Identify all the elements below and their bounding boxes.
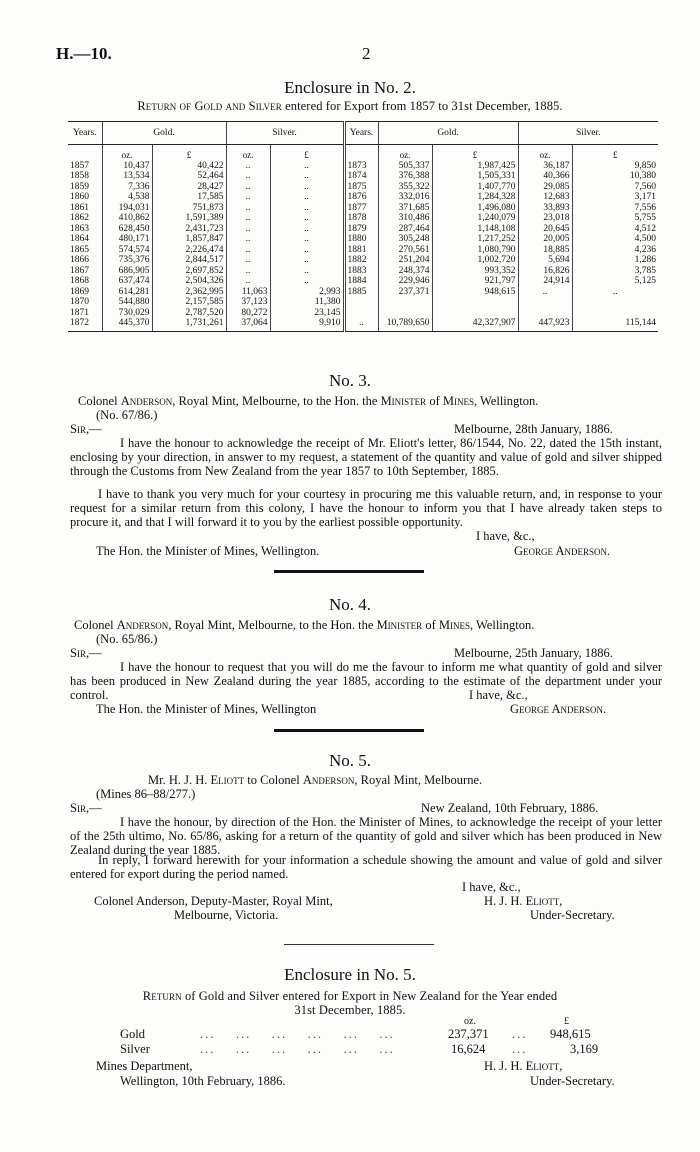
col-years-2: Years. [344,122,378,145]
unit-cell: £ [432,145,518,161]
table-header-row [68,122,658,145]
no-5-paragraph-1: I have the honour, by direction of the Hon. the Minister of Mines, to acknowledge the receipt of your letter of the 25th ultimo, No. 65/86, asking for a return of the quantity of gold and silver which has been produced in New Zealand during the year 1885. [70,815,662,857]
section-divider [274,729,424,732]
table-cell: .. [226,224,270,235]
table-cell: 5,694 [518,255,572,266]
enclosure-2-title: Enclosure in No. 2. [284,78,416,97]
section-divider [274,570,424,573]
dot-leader: ... ... ... ... ... ... [200,1042,395,1056]
enclosure-2-subtitle [0,99,700,114]
no-4-closing: I have, &c., [469,688,528,702]
table-cell: 1876 [344,192,378,203]
table-cell: .. [226,171,270,182]
no-3-paragraph-2: I have to thank you very much for your courtesy in procuring me this valuable return, and, in response to your request for a similar return from this colony, I have the honour to inform you that I have already taken steps to procure it, and that I will forward it to you by the earliest possible opportunity. [70,487,662,529]
table-cell [344,297,378,308]
table-cell: 1878 [344,213,378,224]
enc-5-signature-title: Under-Secretary. [530,1074,615,1088]
table-cell: 1,148,108 [432,224,518,235]
table-cell: 1872 [68,318,102,331]
table-cell: 3,171 [572,192,658,203]
table-cell: 1870 [70,297,89,307]
table-cell: 1868 [70,276,89,286]
table-cell: 305,248 [378,234,432,245]
table-cell: 4,236 [572,245,658,256]
table-cell: 332,016 [378,192,432,203]
no-4-salutation: Sir,— [70,646,102,660]
table-cell: 447,923 [518,318,572,331]
table-cell: 1862 [70,213,89,223]
no-4-from-line: Colonel Anderson, Royal Mint, Melbourne, to the Hon. the Minister of Mines, Wellington. [74,618,535,632]
table-cell [518,308,572,319]
unit-cell: £ [152,145,226,161]
table-cell: 7,336 [102,182,152,193]
table-cell: 1861 [70,202,89,213]
table-cell: 1864 [70,234,89,244]
no-3-paragraph-1: I have the honour to acknowledge the receipt of Mr. Eliott's letter, 86/1544, No. 22, dated the 15th instant, enclosing by your direction, in answer to my request, a statement of the quantity and value of gold and silver shipped through the Customs from New Zealand from the year 1857 to 10th September, 1885. [70,436,662,478]
table-cell: .. [226,245,270,256]
table-row [68,224,658,235]
table-cell: 37,123 [226,297,270,308]
table-cell: 1865 [70,244,89,255]
table-row [68,234,658,245]
table-cell: 751,873 [152,203,226,214]
table-cell [432,297,518,308]
table-cell [344,308,378,319]
table-cell: 1,217,252 [432,234,518,245]
table-cell: 1863 [70,223,89,234]
enc-5-place-date: Wellington, 10th February, 1886. [120,1074,286,1088]
no-4-reference: (No. 65/86.) [96,632,158,646]
table-cell: 1,987,425 [432,161,518,172]
no-3-salutation: Sir,— [70,422,102,436]
table-cell: 5,755 [572,213,658,224]
no-5-addressee-line-1: Colonel Anderson, Deputy-Master, Royal Mint, [94,894,333,908]
page-header-code: H.—10. [56,44,112,63]
enc-5-row-label: Silver [120,1042,150,1056]
table-cell: .. [270,255,344,266]
table-cell: 735,376 [102,255,152,266]
table-row [68,308,658,319]
table-cell: 11,380 [270,297,344,308]
enc-5-row-oz: 16,624 [451,1042,486,1056]
table-cell: 23,145 [270,308,344,319]
table-cell: 1860 [70,192,89,202]
table-cell: .. [270,266,344,277]
no-3-from-line: Colonel Anderson, Royal Mint, Melbourne, to the Hon. the Minister of Mines, Wellington. [78,394,539,408]
enclosure-5-subtitle-line-2: 31st December, 1885. [294,1003,406,1017]
table-cell: 194,031 [102,203,152,214]
table-cell: 1884 [344,276,378,287]
table-row [68,182,658,193]
table-cell: 40,366 [518,171,572,182]
table-cell: 686,905 [102,266,152,277]
no-5-salutation: Sir,— [70,801,102,815]
table-cell: 4,538 [102,192,152,203]
table-cell: 410,862 [102,213,152,224]
table-cell: 480,171 [102,234,152,245]
table-cell: 376,388 [378,171,432,182]
no-3-place-date: Melbourne, 28th January, 1886. [454,422,613,436]
table-cell: 1,731,261 [152,318,226,331]
table-cell: 3,785 [572,266,658,277]
table-row [68,255,658,266]
enc-5-row-oz: 237,371 [448,1027,489,1041]
table-cell: 2,362,995 [152,287,226,298]
table-cell: 310,486 [378,213,432,224]
table-cell: 7,556 [572,203,658,214]
table-cell: 1885 [344,287,378,298]
table-cell: 7,560 [572,182,658,193]
table-cell: 637,474 [102,276,152,287]
unit-cell: £ [572,145,658,161]
table-cell: .. [270,224,344,235]
table-cell: .. [226,161,270,172]
table-cell: .. [270,213,344,224]
table-cell: 1,857,847 [152,234,226,245]
table-cell: 18,885 [518,245,572,256]
table-cell [378,308,432,319]
page-number: 2 [362,44,371,63]
table-cell: 11,063 [226,287,270,298]
no-3-reference: (No. 67/86.) [96,408,158,422]
table-cell: 42,327,907 [432,318,518,331]
table-cell: 23,018 [518,213,572,224]
table-cell: 10,437 [102,161,152,172]
table-cell: 9,910 [270,318,344,331]
table-cell: 1880 [344,234,378,245]
table-cell: 445,370 [102,318,152,331]
unit-cell: oz. [378,145,432,161]
table-cell: .. [270,203,344,214]
table-cell: 1881 [344,245,378,256]
no-5-signature-title: Under-Secretary. [530,908,615,922]
table-cell: 1877 [344,203,378,214]
unit-cell: oz. [102,145,152,161]
table-cell: 29,085 [518,182,572,193]
table-cell [572,308,658,319]
table-row [68,276,658,287]
enc-5-row-value: 3,169 [570,1042,599,1056]
table-cell: .. [270,276,344,287]
table-cell: 4,500 [572,234,658,245]
table-cell: 2,993 [270,287,344,298]
no-5-title: No. 5. [328,751,372,770]
no-5-reference: (Mines 86–88/277.) [96,787,196,801]
table-cell: 37,064 [226,318,270,331]
table-cell: .. [270,192,344,203]
table-cell: 1,505,331 [432,171,518,182]
dot-leader: ... ... ... ... ... ... [200,1027,395,1041]
table-cell: .. [226,255,270,266]
col-years: Years. [68,122,102,145]
table-cell: 1874 [344,171,378,182]
table-cell [518,297,572,308]
table-row [68,318,658,331]
table-cell: .. [226,266,270,277]
table-cell: .. [226,213,270,224]
table-cell: .. [270,171,344,182]
no-4-signature: George Anderson. [510,702,607,716]
table-cell: 20,005 [518,234,572,245]
table-cell: 10,380 [572,171,658,182]
table-cell: 1871 [70,307,89,318]
table-cell: 1869 [70,286,89,297]
enclosure-5-subtitle: Return of Gold and Silver entered for Export in New Zealand for the Year ended [142,989,558,1003]
table-cell: 1867 [70,265,89,276]
table-cell [378,297,432,308]
enc-5-unit-oz: oz. [464,1016,476,1027]
no-4-place-date: Melbourne, 25th January, 1886. [454,646,613,660]
no-3-title: No. 3. [328,371,372,390]
table-cell: .. [270,234,344,245]
table-row [68,213,658,224]
units-row [68,145,658,161]
table-cell: .. [226,276,270,287]
table-cell: 40,422 [152,161,226,172]
table-cell: 1858 [70,171,89,181]
table-cell: 4,512 [572,224,658,235]
table-cell: 1866 [70,255,89,265]
table-cell: 371,685 [378,203,432,214]
table-cell: 544,880 [102,297,152,308]
table-cell: 16,826 [518,266,572,277]
enc-5-department: Mines Department, [96,1059,193,1073]
table-cell: 355,322 [378,182,432,193]
table-cell: 1875 [344,182,378,193]
table-cell: 2,844,517 [152,255,226,266]
table-cell: 52,464 [152,171,226,182]
table-cell: 2,787,520 [152,308,226,319]
table-cell: 1857 [70,160,89,171]
no-4-title: No. 4. [328,595,372,614]
table-cell: 1,591,389 [152,213,226,224]
table-cell: 614,281 [102,287,152,298]
table-cell: .. [226,203,270,214]
subtitle-smallcaps: Return of Gold and Silver [137,99,282,113]
table-cell: 17,585 [152,192,226,203]
table-cell: .. [270,161,344,172]
table-cell: .. [226,182,270,193]
table-cell: 2,157,585 [152,297,226,308]
table-cell: .. [518,287,572,298]
no-5-addressee-line-2: Melbourne, Victoria. [174,908,279,922]
table-cell: 237,371 [378,287,432,298]
table-cell: 2,226,474 [152,245,226,256]
section-divider [284,944,434,945]
table-cell: .. [344,318,378,331]
table-cell: 1873 [344,161,378,172]
gold-silver-return-table [68,121,658,332]
col-silver-2: Silver. [518,122,658,145]
unit-cell: oz. [226,145,270,161]
table-cell [572,297,658,308]
enclosure-5-title: Enclosure in No. 5. [284,965,416,984]
table-cell: 574,574 [102,245,152,256]
table-cell: 20,645 [518,224,572,235]
table-cell: 2,431,723 [152,224,226,235]
table-cell: 628,450 [102,224,152,235]
table-cell: 36,187 [518,161,572,172]
col-gold-2: Gold. [378,122,518,145]
no-5-from-line: Mr. H. J. H. Eliott to Colonel Anderson, Royal Mint, Melbourne. [148,773,483,787]
table-cell: 9,850 [572,161,658,172]
table-cell: 28,427 [152,182,226,193]
table-cell: 1879 [344,224,378,235]
table-cell: 505,337 [378,161,432,172]
table-cell: 270,561 [378,245,432,256]
table-row [68,297,658,308]
table-cell: 1882 [344,255,378,266]
no-5-place-date: New Zealand, 10th February, 1886. [421,801,599,815]
table-cell: 115,144 [572,318,658,331]
no-5-paragraph-2: In reply, I forward herewith for your information a schedule showing the amount and value of gold and silver entered for export during the period named. [70,853,662,881]
col-silver: Silver. [226,122,344,145]
table-cell: 10,789,650 [378,318,432,331]
table-row [68,287,658,298]
no-5-signature: H. J. H. Eliott, [484,894,563,908]
table-cell: 251,204 [378,255,432,266]
table-cell: .. [270,182,344,193]
enc-5-row-value: 948,615 [550,1027,591,1041]
table-row [68,171,658,182]
table-cell: 33,893 [518,203,572,214]
enc-5-unit-pound: £ [564,1016,569,1027]
table-cell: 13,534 [102,171,152,182]
dot-leader: ... [512,1042,528,1056]
table-cell: 1,284,328 [432,192,518,203]
table-row [68,266,658,277]
table-cell: .. [572,287,658,298]
table-cell: 287,464 [378,224,432,235]
table-cell: 5,125 [572,276,658,287]
table-cell: .. [270,245,344,256]
table-cell: .. [226,234,270,245]
unit-cell: £ [270,145,344,161]
table-cell: 12,683 [518,192,572,203]
table-cell: 1,496,080 [432,203,518,214]
no-3-closing: I have, &c., [476,529,535,543]
table-cell: .. [226,192,270,203]
table-cell: 1,080,790 [432,245,518,256]
no-3-addressee: The Hon. the Minister of Mines, Wellington. [96,544,320,558]
table-row [68,245,658,256]
table-cell: 1,407,770 [432,182,518,193]
table-cell: 1883 [344,266,378,277]
table-cell [432,308,518,319]
table-cell: 1,002,720 [432,255,518,266]
table-row [68,161,658,172]
table-cell: 248,374 [378,266,432,277]
table-cell: 2,504,326 [152,276,226,287]
dot-leader: ... [512,1027,528,1041]
col-gold: Gold. [102,122,226,145]
table-row [68,192,658,203]
table-cell: 1859 [70,181,89,192]
table-cell: 229,946 [378,276,432,287]
no-4-paragraph-1: I have the honour to request that you will do me the favour to inform me what quantity of gold and silver has been produced in New Zealand during the year 1885, according to the estimate of the department under your control. [70,660,662,702]
table-cell: 1,240,079 [432,213,518,224]
table-cell: 24,914 [518,276,572,287]
table-row [68,203,658,214]
enc-5-signature: H. J. H. Eliott, [484,1059,563,1073]
table-cell: 80,272 [226,308,270,319]
table-cell: 730,029 [102,308,152,319]
enc-5-row-label: Gold [120,1027,145,1041]
subtitle-rest: entered for Export from 1857 to 31st December, 1885. [281,99,563,113]
no-3-signature: George Anderson. [514,544,611,558]
table-cell: 2,697,852 [152,266,226,277]
table-cell: 948,615 [432,287,518,298]
table-cell: 993,352 [432,266,518,277]
table-cell: 921,797 [432,276,518,287]
table-cell: 1,286 [572,255,658,266]
no-4-addressee: The Hon. the Minister of Mines, Wellington [96,702,317,716]
no-5-closing: I have, &c., [462,880,521,894]
unit-cell: oz. [518,145,572,161]
